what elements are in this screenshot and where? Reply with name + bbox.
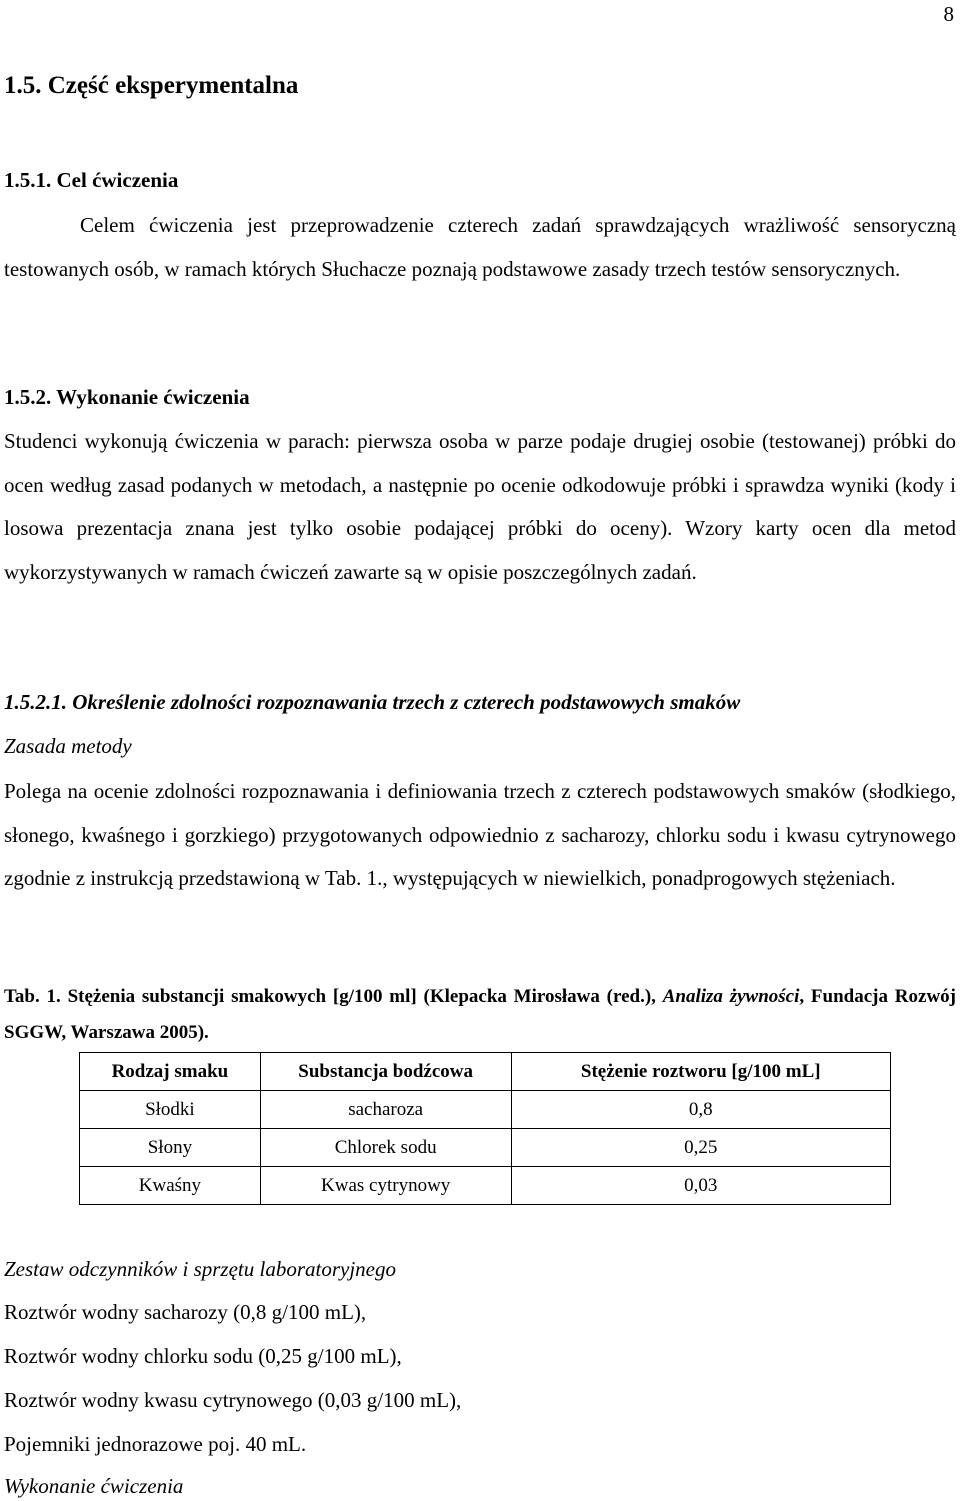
table-row <box>80 1167 891 1205</box>
wykonanie-paragraph: Studenci wykonują ćwiczenia w parach: pierwsza osoba w parze podaje drugiej osobie (testowanej) próbki do ocen według zasad podanych w metodach, a następnie po ocenie odkodowuje próbki i sprawdza wyniki (kody i losowa prezentacja znana jest tylko osobie podającej próbki do oceny). Wzory karty ocen dla metod wykorzystywanych w ramach ćwiczeń zawarte są w opisie poszczególnych zadań. <box>4 429 956 584</box>
table-cell: Kwaśny <box>80 1167 261 1205</box>
table-header-cell: Substancja bodźcowa <box>260 1053 511 1091</box>
zadanie1-heading: 1.5.2.1. Określenie zdolności rozpoznawania trzech z czterech podstawowych smaków <box>4 690 741 714</box>
zadanie1-paragraph: Polega na ocenie zdolności rozpoznawania i definiowania trzech z czterech podstawowych smaków (słodkiego, słonego, kwaśnego i gorzkiego) przygotowanych odpowiednio z sacharozy, chlorku sodu i kwasu cytrynowego zgodnie z instrukcją przedstawioną w Tab. 1., występujących w niewielkich, ponadprogowych stężeniach. <box>4 779 956 890</box>
caption-italic-title: Analiza żywności <box>662 986 800 1007</box>
table-header-row <box>80 1053 891 1091</box>
table-cell: 0,03 <box>511 1167 890 1205</box>
zadanie1-subheading: Zasada metody <box>4 734 132 758</box>
taste-concentration-table <box>79 1052 891 1205</box>
odczynniki-item: Roztwór wodny sacharozy (0,8 g/100 mL), <box>4 1300 367 1324</box>
table-cell: Kwas cytrynowy <box>260 1167 511 1205</box>
table-cell: 0,25 <box>511 1129 890 1167</box>
cel-heading: 1.5.1. Cel ćwiczenia <box>4 168 179 192</box>
odczynniki-heading: Zestaw odczynników i sprzętu laboratoryjnego <box>4 1257 396 1281</box>
table-cell: Słony <box>80 1129 261 1167</box>
odczynniki-item: Roztwór wodny chlorku sodu (0,25 g/100 mL), <box>4 1344 402 1368</box>
table-header-cell: Stężenie roztworu [g/100 mL] <box>511 1053 890 1091</box>
caption-text-2: , Fundacja Rozwój SGGW, Warszawa 2005). <box>4 986 956 1043</box>
odczynniki-item: Pojemniki jednorazowe poj. 40 mL. <box>4 1432 307 1456</box>
table-cell: Słodki <box>80 1091 261 1129</box>
table-cell: 0,8 <box>511 1091 890 1129</box>
wykonanie-heading: 1.5.2. Wykonanie ćwiczenia <box>4 385 250 409</box>
cel-paragraph: Celem ćwiczenia jest przeprowadzenie czterech zadań sprawdzających wrażliwość sensoryczną testowanych osób, w ramach których Słuchacze poznają podstawowe zasady trzech testów sensorycznych. <box>4 213 956 281</box>
caption-text-1: Tab. 1. Stężenia substancji smakowych [g/100 ml] (Klepacka Mirosława (red.), <box>4 986 663 1007</box>
table-caption <box>4 979 956 1051</box>
page-number: 8 <box>943 2 954 26</box>
table-header-cell: Rodzaj smaku <box>80 1053 261 1091</box>
wykonanie-cwiczenia-heading: Wykonanie ćwiczenia <box>4 1474 184 1498</box>
table-row <box>80 1129 891 1167</box>
table-row <box>80 1091 891 1129</box>
odczynniki-item: Roztwór wodny kwasu cytrynowego (0,03 g/100 mL), <box>4 1388 462 1412</box>
table-cell: sacharoza <box>260 1091 511 1129</box>
table-cell: Chlorek sodu <box>260 1129 511 1167</box>
section-title: 1.5. Część eksperymentalna <box>4 72 299 99</box>
